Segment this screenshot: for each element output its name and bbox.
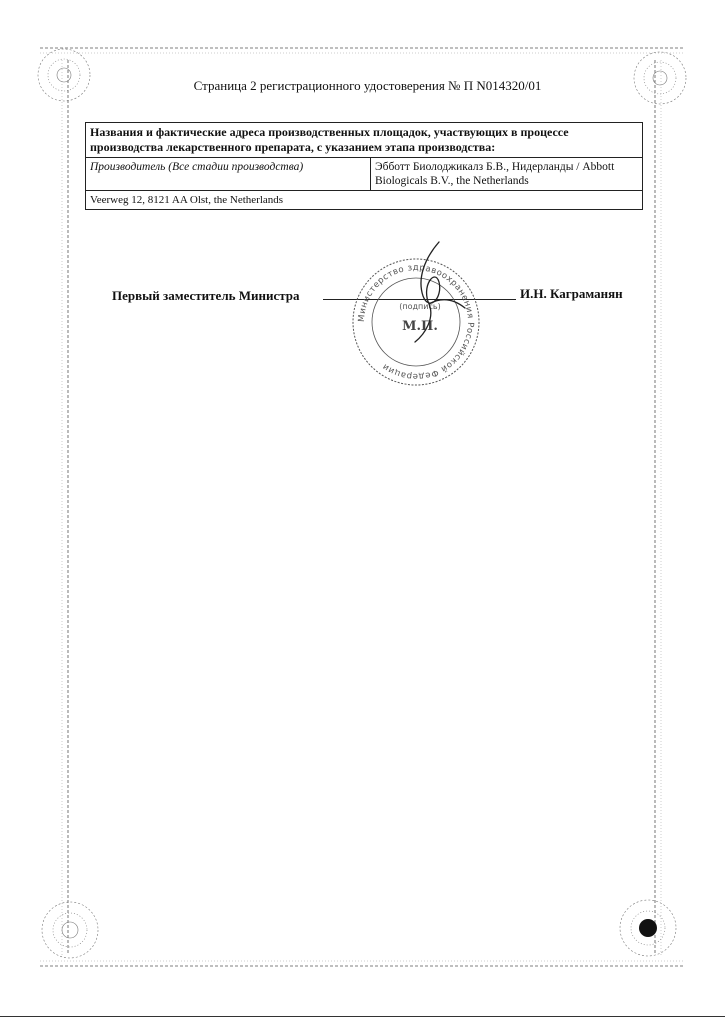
table-heading: Названия и фактические адреса производственных площадок, участвующих в процессе производства лекарственного препарата, с указанием этапа производства: bbox=[86, 123, 643, 158]
stamp-ring-text: Министерство здравоохранения Российской Федерации bbox=[356, 262, 476, 382]
corner-rosette-bottom-right bbox=[620, 900, 676, 956]
site-company: Эбботт Биолоджикалз Б.В., Нидерланды / Abbott Biologicals B.V., the Netherlands bbox=[371, 158, 643, 191]
corner-rosette-bottom-left bbox=[42, 902, 98, 958]
signatory-name: И.Н. Каграманян bbox=[520, 286, 623, 301]
site-role: Производитель (Все стадии производства) bbox=[86, 158, 371, 191]
stamp-sub-text: (подпись) bbox=[399, 302, 441, 311]
handwritten-signature bbox=[395, 238, 475, 348]
table-heading-row bbox=[86, 123, 643, 158]
production-sites-table bbox=[85, 122, 643, 210]
signatory-position: Первый заместитель Министра bbox=[112, 288, 300, 303]
page-bottom-rule bbox=[0, 1016, 725, 1017]
page-header: Страница 2 регистрационного удостоверения № П N014320/01 bbox=[193, 78, 542, 93]
table-row bbox=[86, 158, 643, 191]
table-row bbox=[86, 191, 643, 210]
site-address: Veerweg 12, 8121 AA Olst, the Netherlands bbox=[86, 191, 643, 210]
stamp-center-text: М.П. bbox=[402, 319, 438, 334]
